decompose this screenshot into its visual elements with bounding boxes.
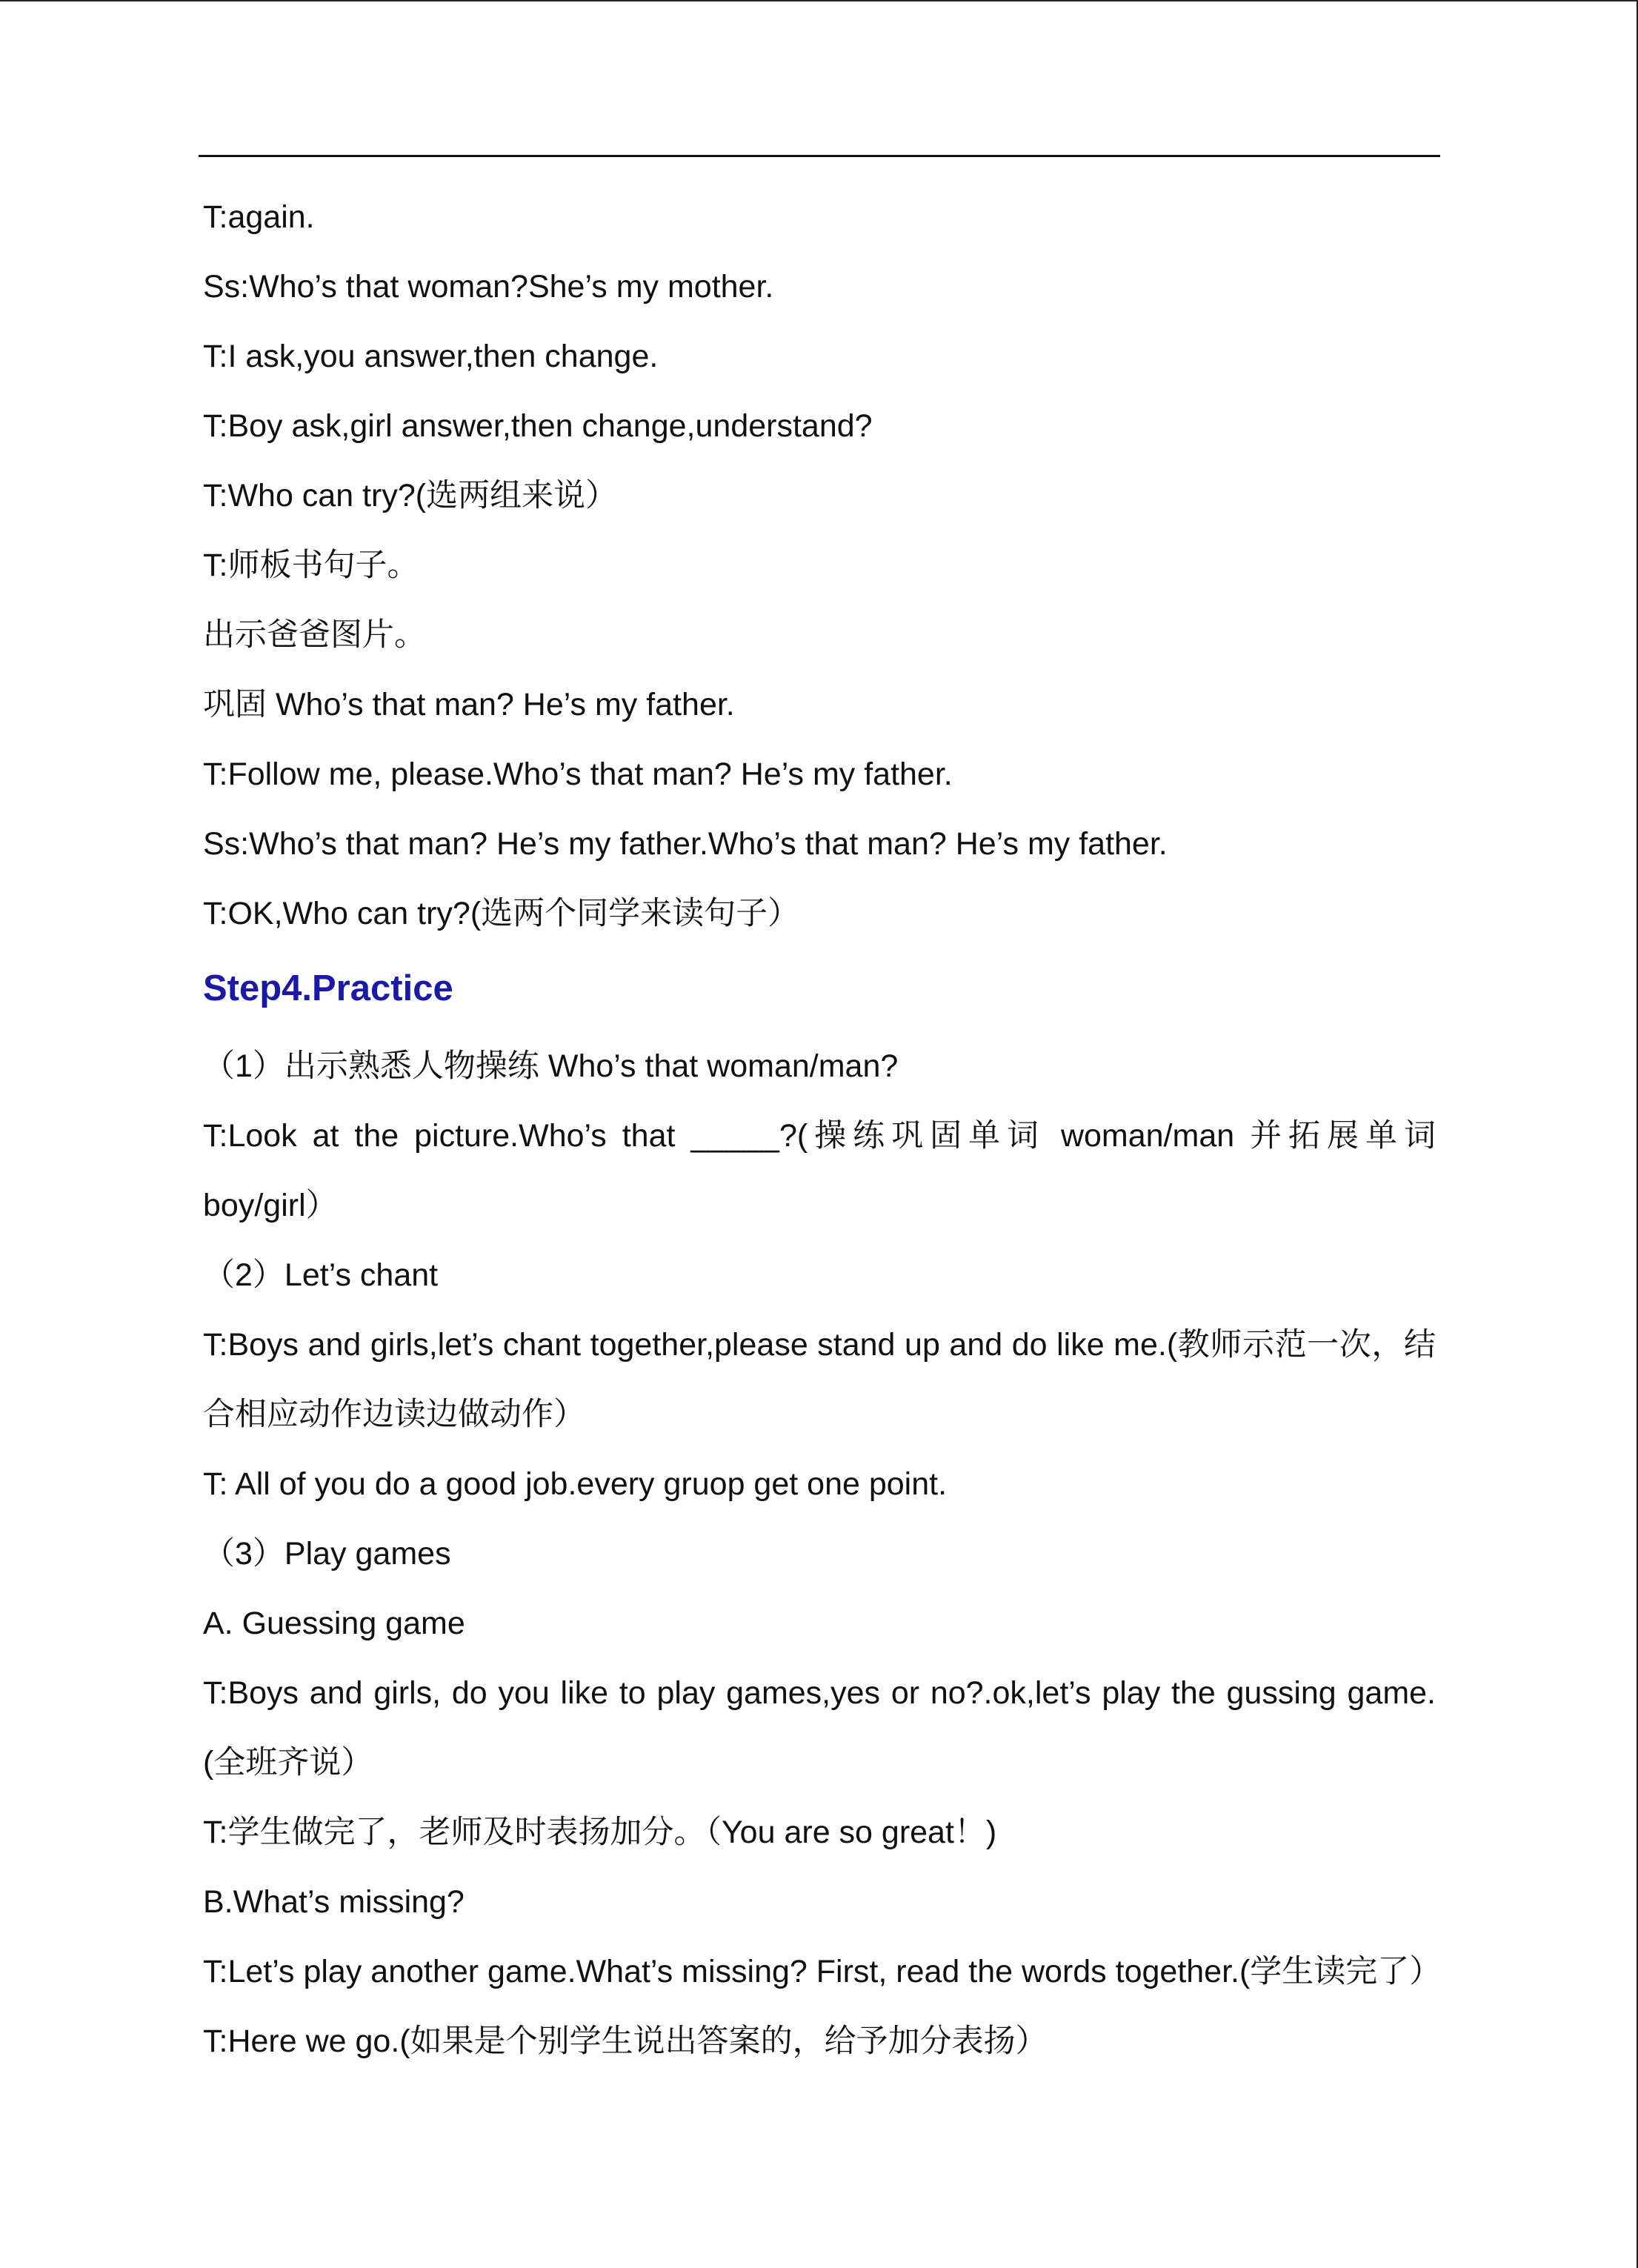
text-line: T:Follow me, please.Who’s that man? He’s my father. (203, 756, 953, 792)
text-paragraph: T:Boys and girls, do you like to play games,yes or no?.ok,let’s play the gussing game.(全班齐说） (203, 1675, 1436, 1780)
text-line: A. Guessing game (203, 1606, 465, 1641)
text-line: T:Boy ask,girl answer,then change,understand? (203, 408, 873, 444)
text-paragraph: T:Let’s play another game.What’s missing? First, read the words together.(学生读完了） (203, 1954, 1442, 1989)
text-line: T: All of you do a good job.every gruop get one point. (203, 1466, 948, 1502)
text-line: 巩固 Who’s that man? He’s my father. (203, 687, 735, 722)
text-line: T:学生做完了，老师及时表扬加分。（You are so great！) (203, 1815, 997, 1850)
text-line: T:Here we go.(如果是个别学生说出答案的，给予加分表扬） (203, 2023, 1048, 2059)
text-line: T:OK,Who can try?(选两个同学来读句子） (203, 896, 800, 931)
text-line: T:Who can try?(选两组来说） (203, 478, 618, 513)
text-line: （3）Play games (203, 1536, 451, 1572)
text-line: T:again. (203, 199, 315, 235)
text-line: 出示爸爸图片。 (203, 617, 426, 653)
text-line: T:师板书句子。 (203, 548, 419, 583)
text-line: Ss:Who’s that man? He’s my father.Who’s that man? He’s my father. (203, 826, 1168, 862)
text-line: （1）出示熟悉人物操练 Who’s that woman/man? (203, 1048, 899, 1084)
text-paragraph: T:Boys and girls,let’s chant together,please stand up and do like me.(教师示范一次，结合相应动作边读边做动作） (203, 1327, 1436, 1432)
text-line: Ss:Who’s that woman?She’s my mother. (203, 269, 774, 305)
text-line: B.What’s missing? (203, 1884, 465, 1920)
text-paragraph: T:Look at the picture.Who’s that _____?(操练巩固单词 woman/man 并拓展单词 boy/girl） (203, 1118, 1436, 1223)
text-line: （2）Let’s chant (203, 1257, 439, 1293)
document-body (203, 182, 1442, 2076)
header-rule (199, 155, 1440, 157)
text-line: T:I ask,you answer,then change. (203, 339, 659, 374)
section-heading: Step4.Practice (203, 968, 453, 1008)
